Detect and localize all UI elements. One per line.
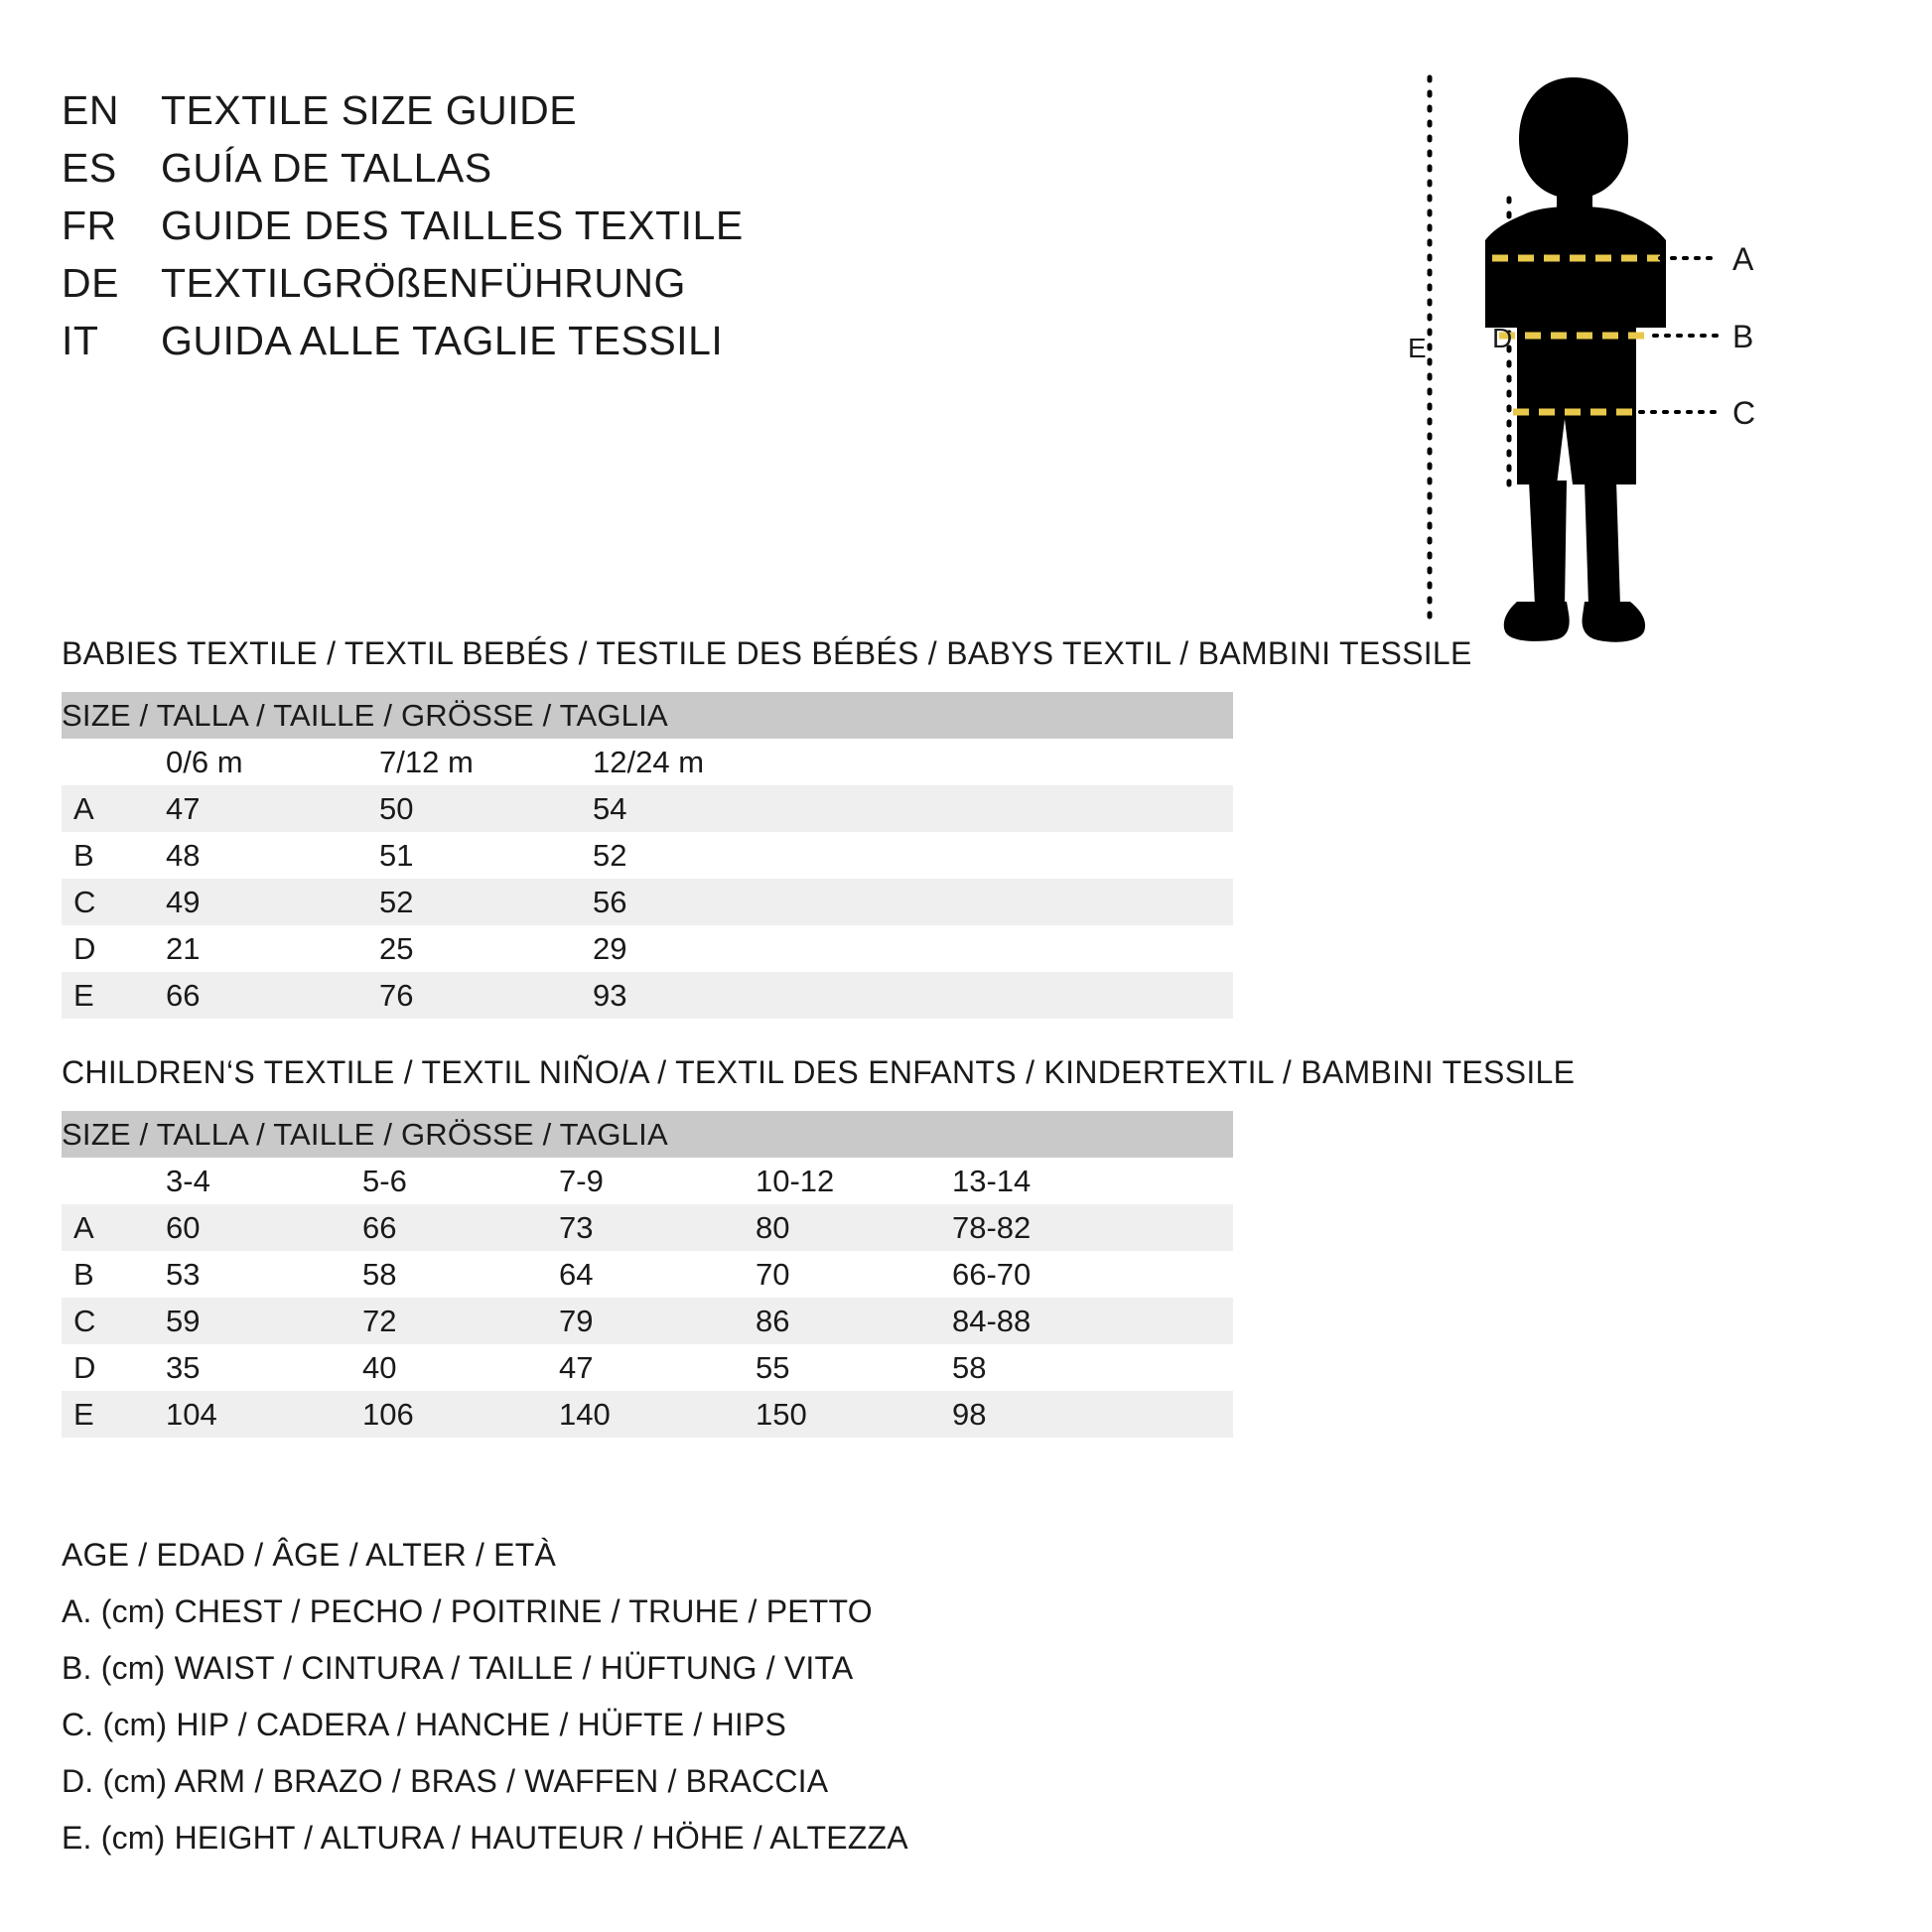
row-value: 51: [379, 832, 593, 879]
row-value: 47: [559, 1344, 756, 1391]
row-label: C: [62, 879, 166, 925]
table-header-row: [62, 692, 1233, 739]
row-value: 21: [166, 925, 379, 972]
row-value: 86: [756, 1298, 952, 1344]
row-value: 60: [166, 1204, 362, 1251]
row-value: 93: [593, 972, 806, 1019]
language-label: GUÍA DE TALLAS: [161, 145, 492, 191]
figure-marker-a: A: [1732, 241, 1754, 277]
table-row: [62, 1344, 1233, 1391]
table-row: [62, 879, 1233, 925]
row-value: 84-88: [952, 1298, 1149, 1344]
children-section: [62, 1054, 1576, 1438]
language-row: [62, 260, 1104, 318]
language-row: [62, 203, 1104, 260]
legend-line-age: AGE / EDAD / ÂGE / ALTER / ETÀ: [62, 1537, 556, 1573]
babies-size-table: [62, 692, 1233, 1019]
row-label: C: [62, 1298, 166, 1344]
row-label: D: [62, 925, 166, 972]
children-size-2: 7-9: [559, 1158, 756, 1204]
row-value: 35: [166, 1344, 362, 1391]
row-value: 150: [756, 1391, 952, 1438]
row-value: 66: [362, 1204, 559, 1251]
empty-corner: [62, 1158, 166, 1204]
row-value: 79: [559, 1298, 756, 1344]
row-value: 140: [559, 1391, 756, 1438]
row-value: 58: [952, 1344, 1149, 1391]
row-value: 40: [362, 1344, 559, 1391]
row-value: 25: [379, 925, 593, 972]
language-label: GUIDE DES TAILLES TEXTILE: [161, 203, 744, 248]
row-value: 66: [166, 972, 379, 1019]
table-row: [62, 1204, 1233, 1251]
row-value: 66-70: [952, 1251, 1149, 1298]
row-value: 98: [952, 1391, 1149, 1438]
empty-corner: [62, 739, 166, 785]
row-value: 104: [166, 1391, 362, 1438]
legend-line-waist: B. (cm) WAIST / CINTURA / TAILLE / HÜFTUNG / VITA: [62, 1650, 854, 1686]
children-size-4: 13-14: [952, 1158, 1149, 1204]
row-value: 106: [362, 1391, 559, 1438]
row-value: 47: [166, 785, 379, 832]
babies-section-title: BABIES TEXTILE / TEXTIL BEBÉS / TESTILE DES BÉBÉS / BABYS TEXTIL / BAMBINI TESSILE: [62, 635, 1472, 671]
row-value: 70: [756, 1251, 952, 1298]
row-value: 64: [559, 1251, 756, 1298]
language-code: IT: [62, 318, 99, 363]
row-value: 54: [593, 785, 806, 832]
table-header-row: [62, 1111, 1233, 1158]
language-row: [62, 145, 1104, 203]
babies-sizes-row: [62, 739, 1233, 785]
row-value: 78-82: [952, 1204, 1149, 1251]
children-size-table: [62, 1111, 1233, 1438]
language-row: [62, 318, 1104, 375]
row-value: 58: [362, 1251, 559, 1298]
row-value: 56: [593, 879, 806, 925]
row-value: 53: [166, 1251, 362, 1298]
row-value: 76: [379, 972, 593, 1019]
babies-size-1: 7/12 m: [379, 739, 593, 785]
babies-section: [62, 635, 1472, 1019]
children-size-1: 5-6: [362, 1158, 559, 1204]
legend-line-height: E. (cm) HEIGHT / ALTURA / HAUTEUR / HÖHE / ALTEZZA: [62, 1820, 908, 1856]
children-section-title: CHILDREN‘S TEXTILE / TEXTIL NIÑO/A / TEXTIL DES ENFANTS / KINDERTEXTIL / BAMBINI TESSILE: [62, 1054, 1576, 1090]
row-label: B: [62, 832, 166, 879]
row-value: 49: [166, 879, 379, 925]
row-label: E: [62, 972, 166, 1019]
children-size-3: 10-12: [756, 1158, 952, 1204]
language-code: EN: [62, 87, 119, 133]
language-label: TEXTILGRÖßENFÜHRUNG: [161, 260, 686, 306]
child-silhouette: [1485, 77, 1666, 642]
row-value: 50: [379, 785, 593, 832]
language-code: FR: [62, 203, 117, 248]
row-label: D: [62, 1344, 166, 1391]
language-label: TEXTILE SIZE GUIDE: [161, 87, 578, 133]
children-size-header: SIZE / TALLA / TAILLE / GRÖSSE / TAGLIA: [62, 1111, 1233, 1158]
language-code: ES: [62, 145, 117, 191]
table-row: [62, 832, 1233, 879]
table-row: [62, 972, 1233, 1019]
row-value: 80: [756, 1204, 952, 1251]
row-label: E: [62, 1391, 166, 1438]
measurement-legend: [62, 1537, 1352, 1876]
legend-line-arm: D. (cm) ARM / BRAZO / BRAS / WAFFEN / BRACCIA: [62, 1763, 829, 1799]
row-label: A: [62, 785, 166, 832]
row-value: 73: [559, 1204, 756, 1251]
row-value: 52: [593, 832, 806, 879]
row-value: 48: [166, 832, 379, 879]
table-row: [62, 1391, 1233, 1438]
legend-line-chest: A. (cm) CHEST / PECHO / POITRINE / TRUHE / PETTO: [62, 1593, 873, 1629]
row-value: 55: [756, 1344, 952, 1391]
row-value: 52: [379, 879, 593, 925]
table-row: [62, 785, 1233, 832]
row-value: 72: [362, 1298, 559, 1344]
row-label: B: [62, 1251, 166, 1298]
children-size-0: 3-4: [166, 1158, 362, 1204]
language-title-block: [62, 87, 1104, 375]
legend-line-hip: C. (cm) HIP / CADERA / HANCHE / HÜFTE / HIPS: [62, 1707, 787, 1742]
language-label: GUIDA ALLE TAGLIE TESSILI: [161, 318, 724, 363]
figure-marker-c: C: [1732, 395, 1756, 431]
language-code: DE: [62, 260, 119, 306]
babies-size-0: 0/6 m: [166, 739, 379, 785]
table-row: [62, 1298, 1233, 1344]
row-value: 59: [166, 1298, 362, 1344]
table-row: [62, 1251, 1233, 1298]
children-sizes-row: [62, 1158, 1233, 1204]
row-value: 29: [593, 925, 806, 972]
figure-marker-d: D: [1492, 323, 1513, 353]
babies-size-header: SIZE / TALLA / TAILLE / GRÖSSE / TAGLIA: [62, 692, 1233, 739]
language-row: [62, 87, 1104, 145]
table-row: [62, 925, 1233, 972]
figure-marker-b: B: [1732, 319, 1754, 354]
figure-marker-e: E: [1408, 333, 1427, 363]
row-label: A: [62, 1204, 166, 1251]
babies-size-2: 12/24 m: [593, 739, 806, 785]
